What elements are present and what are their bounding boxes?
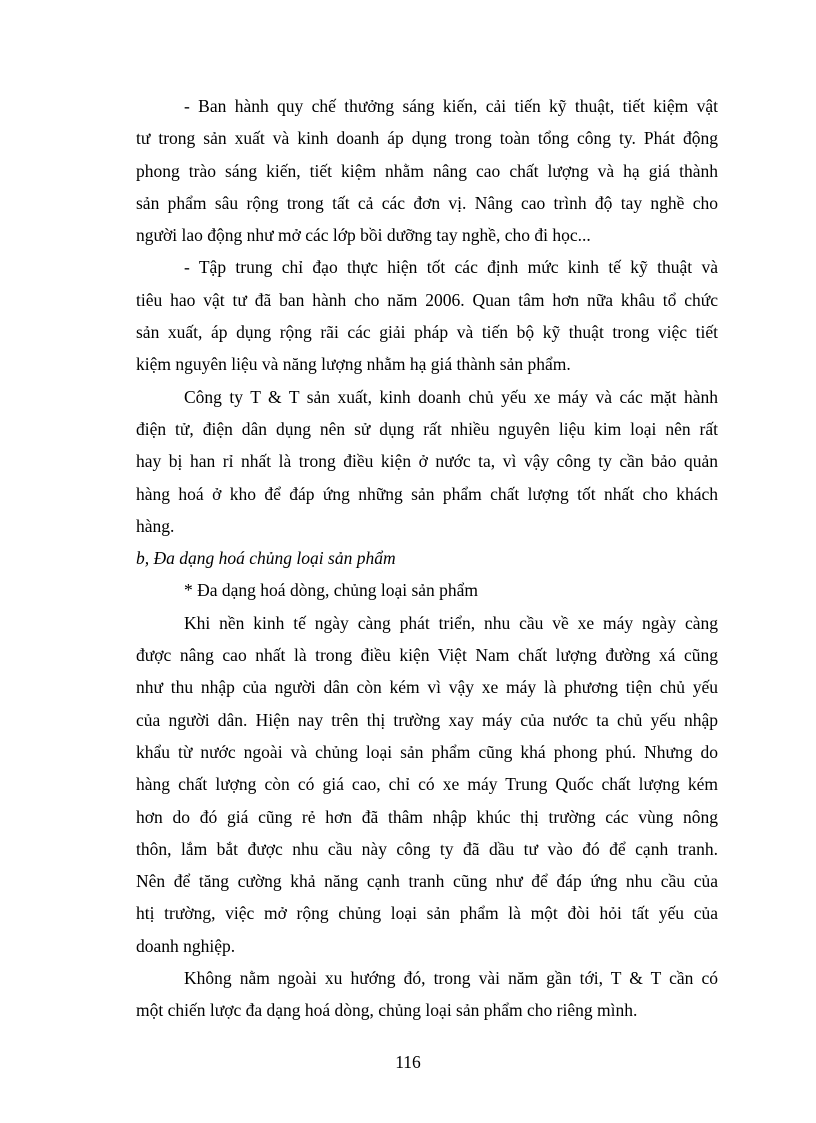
text-line: tiêu hao vật tư đã ban hành cho năm 2006. Quan tâm hơn nữa khâu tổ chức bbox=[136, 289, 718, 310]
text-line: hàng hoá ở kho để đáp ứng những sản phẩm chất lượng tốt nhất cho khách bbox=[136, 483, 718, 504]
text-line: kiệm nguyên liệu và năng lượng nhằm hạ giá thành sản phẩm. bbox=[136, 354, 571, 375]
text-line: như thu nhập của người dân còn kém vì vậy xe máy là phương tiện chủ yếu bbox=[136, 677, 718, 698]
text-line: hơn do đó giá cũng rẻ hơn đã thâm nhập khúc thị trường các vùng nông bbox=[136, 806, 718, 827]
text-line: sản xuất, áp dụng rộng rãi các giải pháp và tiến bộ kỹ thuật trong việc tiết bbox=[136, 322, 718, 343]
text-line: khẩu từ nước ngoài và chủng loại sản phẩm cũng khá phong phú. Nhưng do bbox=[136, 741, 718, 762]
body-text bbox=[136, 90, 718, 1027]
text-line: Không nằm ngoài xu hướng đó, trong vài năm gần tới, T & T cần có bbox=[184, 968, 718, 989]
text-line: được nâng cao nhất là trong điều kiện Việt Nam chất lượng đường xá cũng bbox=[136, 645, 718, 666]
text-line: - Tập trung chỉ đạo thực hiện tốt các định mức kinh tế kỹ thuật và bbox=[184, 257, 718, 278]
text-line: hàng chất lượng còn có giá cao, chỉ có xe máy Trung Quốc chất lượng kém bbox=[136, 774, 718, 795]
text-line: thôn, lắm bắt được nhu cầu này công ty đã dầu tư vào đó để cạnh tranh. bbox=[136, 838, 718, 859]
text-line: điện tử, điện dân dụng nên sử dụng rất nhiều nguyên liệu kim loại nên rất bbox=[136, 418, 718, 439]
text-line: của người dân. Hiện nay trên thị trường xay máy của nước ta chủ yếu nhập bbox=[136, 709, 718, 730]
text-line: Khi nền kinh tế ngày càng phát triển, nhu cầu về xe máy ngày càng bbox=[184, 612, 718, 633]
text-line: sản phẩm sâu rộng trong tất cả các đơn vị. Nâng cao trình độ tay nghề cho bbox=[136, 192, 718, 213]
text-line: hay bị han rỉ nhất là trong điều kiện ở nước ta, vì vậy công ty cần bảo quản bbox=[136, 451, 718, 472]
page-number: 116 bbox=[395, 1052, 421, 1072]
text-line: hàng. bbox=[136, 515, 175, 536]
text-line: * Đa dạng hoá dòng, chủng loại sản phẩm bbox=[184, 580, 479, 601]
text-line: Nên để tăng cường khả năng cạnh tranh cũng như để đáp ứng nhu cầu của bbox=[136, 871, 718, 892]
text-line: Công ty T & T sản xuất, kinh doanh chủ yếu xe máy và các mặt hành bbox=[184, 386, 718, 407]
text-line: tư trong sản xuất và kinh doanh áp dụng trong toàn tổng công ty. Phát động bbox=[136, 128, 718, 149]
text-line: một chiến lược đa dạng hoá dòng, chủng loại sản phẩm cho riêng mình. bbox=[136, 1000, 638, 1021]
text-line: phong trào sáng kiến, tiết kiệm nhằm nâng cao chất lượng và hạ giá thành bbox=[136, 160, 718, 181]
text-line: htị trường, việc mở rộng chủng loại sản phẩm là một đòi hỏi tất yếu của bbox=[136, 903, 718, 924]
text-line: người lao động như mở các lớp bồi dưỡng tay nghề, cho đi học... bbox=[136, 225, 591, 246]
text-line: doanh nghiệp. bbox=[136, 935, 236, 956]
section-heading: b, Đa dạng hoá chủng loại sản phẩm bbox=[136, 548, 396, 569]
text-line: - Ban hành quy chế thưởng sáng kiến, cải tiến kỹ thuật, tiết kiệm vật bbox=[184, 96, 718, 116]
